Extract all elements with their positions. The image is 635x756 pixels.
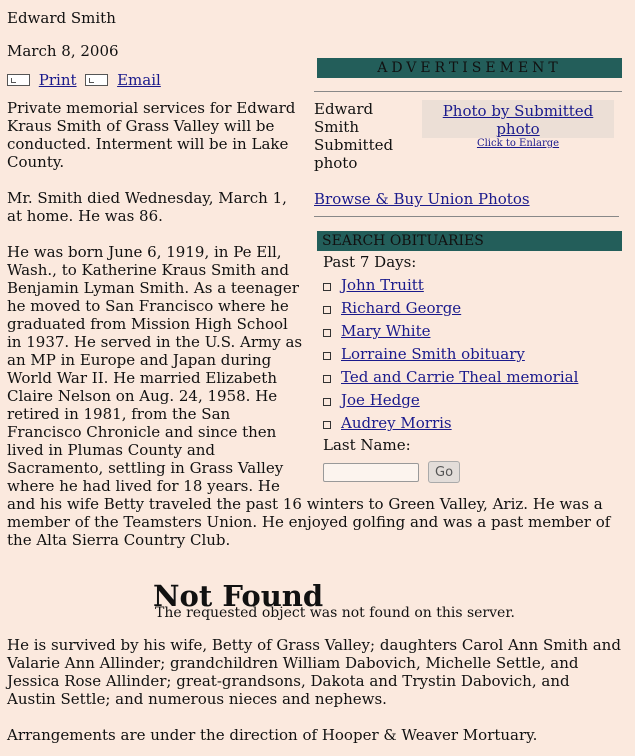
list-item: [323, 299, 622, 322]
list-item: [323, 391, 622, 414]
bullet-icon: [323, 352, 331, 360]
bullet-icon: [323, 306, 331, 314]
sidebar: [314, 58, 622, 483]
obituary-link[interactable]: Richard George: [341, 299, 462, 317]
photo-caption: Edward Smith Submitted photo: [314, 100, 394, 172]
search-obituaries-header: SEARCH OBITUARIES: [317, 231, 622, 251]
list-item: [323, 322, 622, 345]
print-icon[interactable]: [7, 74, 30, 86]
browse-photos-link[interactable]: Browse & Buy Union Photos: [314, 190, 530, 208]
go-button[interactable]: Go: [428, 461, 460, 483]
bullet-icon: [323, 283, 331, 291]
search-row: [323, 461, 622, 483]
bullet-icon: [323, 421, 331, 429]
article-date: March 8, 2006: [7, 42, 119, 60]
obituary-link[interactable]: Ted and Carrie Theal memorial: [341, 368, 579, 386]
search-obituaries-panel: [314, 251, 622, 483]
obituary-link[interactable]: Lorraine Smith obituary: [341, 345, 525, 363]
divider: [314, 91, 622, 92]
obituary-link[interactable]: John Truitt: [341, 276, 424, 294]
article-paragraph: Arrangements are under the direction of Hooper & Weaver Mortuary.: [7, 726, 538, 744]
email-icon[interactable]: [85, 74, 108, 86]
obituary-link[interactable]: Joe Hedge: [341, 391, 420, 409]
not-found-text: The requested object was not found on this server.: [155, 605, 515, 621]
print-link[interactable]: Print: [38, 71, 77, 89]
obituary-link[interactable]: Audrey Morris: [341, 414, 452, 432]
last-name-input[interactable]: [323, 463, 419, 482]
last-name-label: Last Name:: [323, 436, 411, 454]
article-paragraph: He is survived by his wife, Betty of Grass Valley; daughters Carol Ann Smith and Valarie Ann Allinder; grandchildren William Dabovich, Michelle Settle, and Jessica Rose Allinder; great-grandsons, Dakota and Trystin Dabovich, and Austin Settle; and numerous nieces and nephews.: [7, 636, 621, 708]
advertisement-bar: ADVERTISEMENT: [317, 58, 622, 78]
bullet-icon: [323, 398, 331, 406]
article-paragraph: Private memorial services for Edward Kraus Smith of Grass Valley will be conducted. Interment will be in Lake County.: [7, 99, 296, 171]
bullet-icon: [323, 375, 331, 383]
email-link[interactable]: Email: [117, 71, 161, 89]
not-found-message: [155, 604, 622, 621]
photo-link[interactable]: Photo by Submitted photo: [442, 102, 594, 138]
author-name: Edward Smith: [7, 9, 116, 27]
obituary-link[interactable]: Mary White: [341, 322, 431, 340]
enlarge-link[interactable]: Click to Enlarge: [476, 138, 560, 149]
obituary-list: [323, 276, 622, 437]
bullet-icon: [323, 329, 331, 337]
list-item: [323, 414, 622, 437]
past-days-label: Past 7 Days:: [323, 253, 417, 271]
not-found-heading: Not Found: [153, 579, 324, 613]
divider: [314, 216, 619, 217]
photo-box[interactable]: [422, 100, 614, 149]
article-page: [7, 9, 622, 744]
article-paragraph: Mr. Smith died Wednesday, March 1, at home. He was 86.: [7, 189, 287, 225]
list-item: [323, 345, 622, 368]
list-item: [323, 276, 622, 299]
list-item: [323, 368, 622, 391]
article-paragraph: He was born June 6, 1919, in Pe Ell, Wash., to Katherine Kraus Smith and Benjamin Lyman Smith. As a teenager he moved to San Francisco where he graduated from Mission High School in 1937. He served in the U.S. Army as an MP in Europe and Japan during World War II. He married Elizabeth Claire Nelson on Aug. 24, 1958. He retired in 1981, from the San Francisco Chronicle and since then lived in Plumas County and Sacramento, settling in Grass Valley where he had lived for 18 years. He and his wife Betty traveled the past 16 winters to Green Valley, Ariz. He was a member of the Teamsters Union. He enjoyed golfing and was a past member of the Alta Sierra Country Club.: [7, 243, 611, 549]
photo-block: [314, 100, 622, 172]
